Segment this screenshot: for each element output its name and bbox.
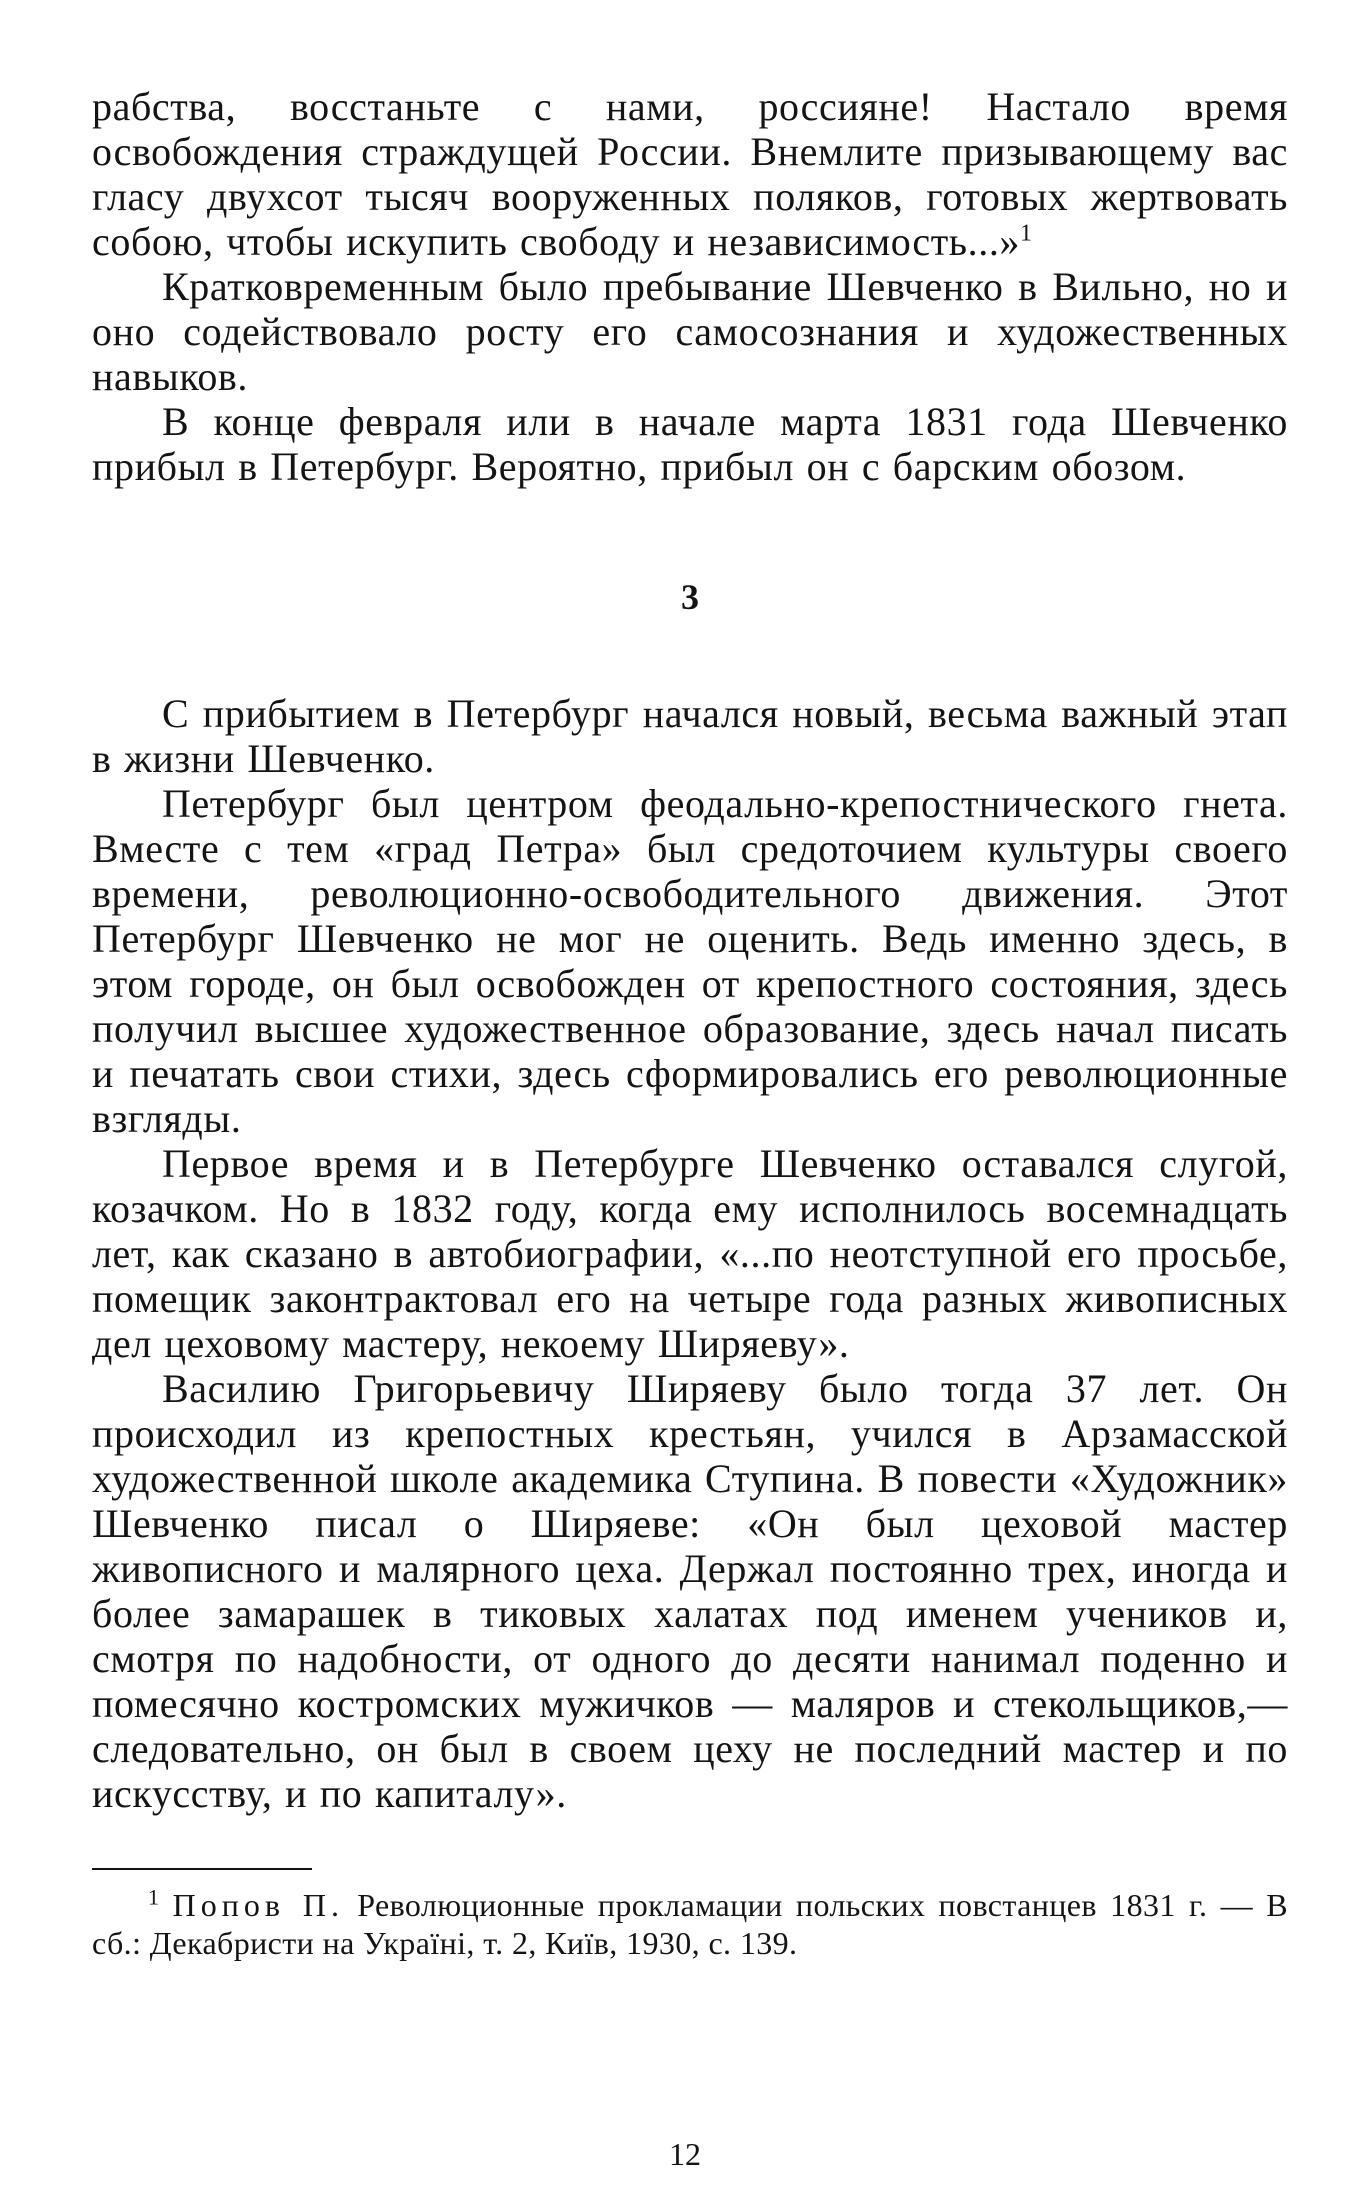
footnote-reference[interactable]: 1 <box>1020 220 1033 247</box>
section-number: 3 <box>681 577 699 617</box>
footnote-divider <box>92 1868 312 1870</box>
paragraph-text: рабства, восстаньте с нами, россияне! Настало время освобождения страждущей России. Внемлите призывающему вас гласу двухсот тысяч вооруженных поляков, готовых жертвовать собою, чтобы искупить свободу и независимость...» <box>92 84 1288 264</box>
paragraph: Петербург был центром феодально-крепостнического гнета. Вместе с тем «град Петра» был средоточием культуры своего времени, революционно-освободительного движения. Этот Петербург Шевченко не мог не оценить. Ведь именно здесь, в этом городе, он был освобожден от крепостного состояния, здесь получил высшее художественное образование, здесь начал писать и печатать свои стихи, здесь сформировались его революционные взгляды. <box>92 781 1288 1141</box>
page-number: 12 <box>669 2136 701 2172</box>
footnote <box>92 1886 1288 1962</box>
paragraph: Первое время и в Петербурге Шевченко оставался слугой, козачком. Но в 1832 году, когда ему исполнилось восемнадцать лет, как сказано в автобиографии, «...по неотступной его просьбе, помещик законтрактовал его на четыре года разных живописных дел цеховому мастеру, некоему Ширяеву». <box>92 1141 1288 1366</box>
paragraph: С прибытием в Петербург начался новый, весьма важный этап в жизни Шевченко. <box>92 691 1288 781</box>
footnote-text: Революционные прокламации польских повстанцев 1831 г. — В сб.: Декабристи на Україні, т. 2, Київ, 1930, с. 139. <box>92 1887 1289 1961</box>
footnote-marker: 1 <box>148 1884 160 1910</box>
paragraph: Кратковременным было пребывание Шевченко в Вильно, но и оно содействовало росту его самосознания и художественных навыков. <box>92 264 1288 399</box>
paragraph: Василию Григорьевичу Ширяеву было тогда 37 лет. Он происходил из крепостных крестьян, учился в Арзамасской художественной школе академика Ступина. В повести «Художник» Шевченко писал о Ширяеве: «Он был цеховой мастер живописного и малярного цеха. Держал постоянно трех, иногда и более замарашек в тиковых халатах под именем учеников и, смотря по надобности, от одного до десяти нанимал поденно и помесячно костромских мужичков — маляров и стекольщиков,— следовательно, он был в своем цеху не последний мастер и по искусству, и по капиталу». <box>92 1366 1288 1816</box>
paragraph: В конце февраля или в начале марта 1831 года Шевченко прибыл в Петербург. Вероятно, прибыл он с барским обозом. <box>92 399 1288 489</box>
footnote-author: Попов П. <box>172 1887 344 1923</box>
page-body <box>92 84 1288 1962</box>
paragraph-continuation <box>92 84 1288 264</box>
